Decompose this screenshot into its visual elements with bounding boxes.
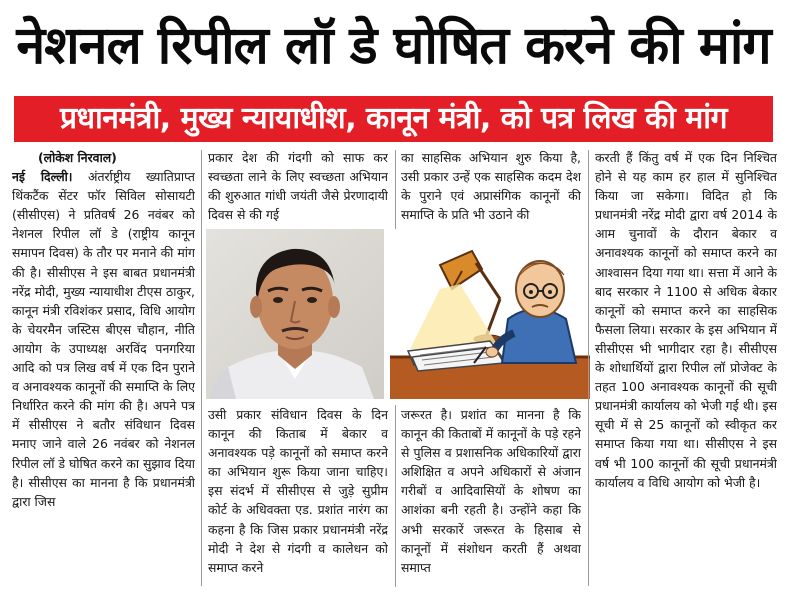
column-2-top-text: प्रकार देश की गंदगी को साफ कर स्वच्छता लाने के लिए स्वच्छता अभियान की शुरुआत गांधी जयंती जैसे प्रेरणादायी दिवस से की गई: [208, 150, 388, 223]
column-divider: [588, 150, 589, 586]
headline: नेशनल रिपील लॉ डे घोषित करने की मांग: [16, 16, 771, 76]
cartoon-image: [390, 229, 590, 399]
article-column-1: [12, 148, 195, 588]
column-divider: [201, 150, 202, 586]
portrait-photo: [206, 229, 384, 399]
column-divider: [395, 150, 396, 230]
cartoon-illustration: [390, 229, 590, 399]
column-2-bottom-text: उसी प्रकार संविधान दिवस के दिन कानून की किताब में बेकार व अनावश्यक पड़े कानूनों को समाप्त करने का अभियान शुरू किया जाना चाहिए। इस संदर्भ में सीसीएस से जुड़े सुप्रीम कोर्ट के अधिवक्ता एड. प्रशांत नारंग का कहना है कि जिस प्रकार प्रधानमंत्री नरेंद्र मोदी ने देश से गंदगी व कालेधन को समाप्त करने: [208, 407, 388, 575]
byline: (लोकेश निरवाल): [38, 150, 117, 165]
column-divider: [395, 405, 396, 587]
column-1-text: अंतर्राष्ट्रीय ख्यातिप्राप्त थिंकटैंक सेंटर फॉर सिविल सोसायटी (सीसीएस) ने प्रतिवर्ष 26 नवंबर को नेशनल रिपील लॉ डे (राष्ट्रीय कानून समापन दिवस) के तौर पर मनाने की मांग की है। सीसीएस ने इस बाबत प्रधानमंत्री नरेंद्र मोदी, मुख्य न्यायाधीश टीएस ठाकुर, कानून मंत्री रविशंकर प्रसाद, विधि आयोग के चेयरमैन जस्टिस बीएस चौहान, नीति आयोग के उपाध्यक्ष अरविंद पनगरिया आदि को पत्र लिख वर्ष में एक दिन पुराने व अनावश्यक कानूनों की समाप्ति के लिए निर्धारित करने की मांग की है। अपने पत्र में सीसीएस ने बतौर संविधान दिवस मनाए जाने वाले 26 नवंबर को नेशनल रिपील लॉ डे घोषित करने का सुझाव दिया है। सीसीएस का मानना है कि प्रधानमंत्री द्वारा जिस: [12, 169, 195, 509]
dateline: नई दिल्ली।: [12, 169, 73, 185]
column-4-text: करती हैं किंतु वर्ष में एक दिन निश्चित होने से यह काम हर हाल में सुनिश्चित किया जा सकेगा। विदित हो कि प्रधानमंत्री नरेंद्र मोदी द्वारा वर्ष 2014 के आम चुनावों के दौरान बेकार व अनावश्यक कानूनों को समाप्त करने का आश्वासन दिया गया था। सत्ता में आने के बाद सरकार ने 1100 से अधिक बेकार कानूनों को समाप्त करने का साहसिक फैसला लिया। सरकार के इस अभियान में सीसीएस भी भागीदार रहा है। सीसीएस के शोधार्थियों द्वारा रिपील लॉ प्रोजेक्ट के तहत 100 अनावश्यक कानूनों की सूची प्रधानमंत्री कार्यालय को भेजी गई थी। इस सूची में से 25 कानूनों को स्वीकृत कर समाप्त किया गया था। सीसीएस ने इस वर्ष भी 100 कानूनों की सूची प्रधानमंत्री कार्यालय व विधि आयोग को भेजी है।: [595, 150, 777, 490]
column-3-bottom-text: जरूरत है। प्रशांत का मानना है कि कानून की किताबों में कानूनों के पड़े रहने से पुलिस व प्रशासनिक अधिकारियों द्वारा अशिक्षित व अपने अधिकारों से अंजान गरीबों व आदिवासियों के शोषण का आशंका बनी रहती है। उन्होंने कहा कि अभी सरकारें जरूरत के हिसाब से कानूनों में संशोधन करती हैं अथवा समाप्त: [401, 407, 581, 575]
subheadline-banner: प्रधानमंत्री, मुख्य न्यायाधीश, कानून मंत्री, को पत्र लिख की मांग: [14, 96, 773, 142]
portrait-image: [206, 229, 384, 399]
column-3-top-text: का साहसिक अभियान शुरु किया है, उसी प्रकार उन्हें एक साहसिक कदम देश के पुराने एवं अप्रासंगिक कानूनों की समाप्ति के प्रति भी उठाने की: [401, 150, 581, 223]
